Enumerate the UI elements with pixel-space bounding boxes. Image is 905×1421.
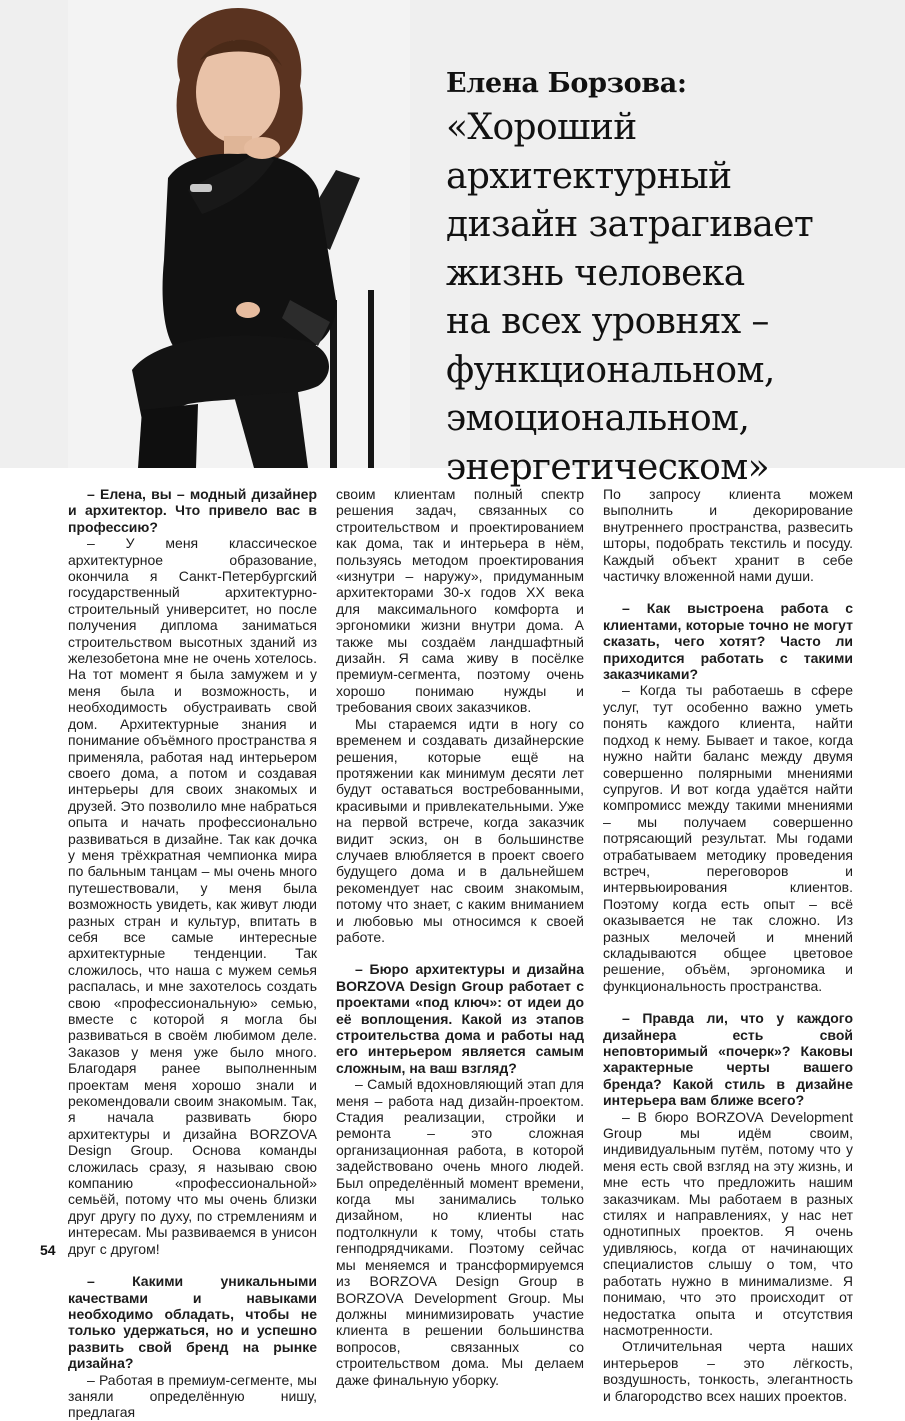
interview-question: – Елена, вы – модный дизайнер и архитектор. Что привело вас в профессию? [68,486,317,535]
interview-answer: своим клиентам полный спектр решения задач, связанных со строительством и проектированием как дома, так и интерьера в нём, пользуясь методом проектирования «изнутри – наружу», придуманным архитекторами 30-х годов XX века для максимального комфорта и эргономики жизни внутри дома. А также мы создаём ландшафтный дизайн. Я сама живу в посёлке премиум-сегмента, поэтому очень хорошо понимаю нужды и требования своих заказчиков. [336,486,584,716]
quote-line: энергетическом» [446,446,770,488]
quote-line: на всех уровнях – [446,301,769,342]
interview-answer: – Когда ты работаешь в сфере услуг, тут особенно важно уметь понять каждого клиента, найти подход к нему. Бывает и такое, когда нужно найти баланс между двумя совершенно полярными мнениями супругов. И вот когда удаётся найти компромисс между такими мнениями – мы получаем совершенно потрясающий результат. Мы годами отрабатываем методику проведения встреч, переговоров и интервьюирования клиентов. Поэтому когда есть опыт – всё оказывается не так сложно. Из разных мелочей и мнений складываются общее цветовое решение, объём, эргономика и функциональность пространства. [603,682,853,994]
page-number: 54 [40,1242,56,1258]
interview-answer: По запросу клиента можем выполнить и декорирование внутреннего пространства, развесить шторы, подобрать текстиль и посуду. Каждый объект хранит в себе частичку вложенной нами души. [603,486,853,585]
interview-answer: – У меня классическое архитектурное образование, окончила я Санкт-Петербургский государственный архитектурно-строительный университет, но после получения диплома заниматься строительством высотных зданий из железобетона мне не очень хотелось. На тот момент я была замужем и у меня была и возможность, и необходимость обустраивать свой дом. Архитектурные знания и понимание объёмного пространства я применяла, работая над интерьером своего дома, а потом и создавая интерьеры для своих знакомых и друзей. Это позволило мне набраться опыта и начать профессионально развиваться в дизайне. Так как дочка у меня трёхкратная чемпионка мира по бальным танцам – мы очень много путешествовали, у меня была возможность увидеть, как живут люди разных стран и культур, впитать в себя все самые интересные архитектурные тенденции. Так сложилось, что наша с мужем семья распалась, и мне захотелось создать свою «профессиональную» семью, вместе с которой я могла бы развиваться в своём любимом деле. Заказов у меня уже было много. Благодаря ранее выполненным проектам меня хорошо знали и рекомендовали своим знакомым. Так, я начала развивать бюро архитектуры и дизайна BORZOVA Design Group. Основа команды сложилась сразу, я называю свою компанию «профессиональной» семьёй, потому что мы очень близки друг другу по духу, по стремлениям и интересам. Мы развиваемся в унисон друг с другом! [68,535,317,1257]
quote-line: жизнь человека [446,252,745,294]
portrait-illustration [68,0,410,468]
quote-line: дизайн затрагивает [446,204,814,245]
hero-banner [0,0,905,488]
text-column-2 [336,486,584,1388]
interview-answer: – Работая в премиум-сегменте, мы заняли определённую нишу, предлагая [68,1371,317,1421]
interview-question: – Бюро архитектуры и дизайна BORZOVA Design Group работает с проектами «под ключ»: от идеи до её воплощения. Какой из этапов строительства дома и работы над его интерьером является самым сложным, на ваш взгляд? [336,961,584,1076]
text-column-3 [603,486,853,1404]
quote-line: «Хороший [446,107,637,148]
quote-line: функциональном, [446,349,775,391]
interview-question: – Правда ли, что у каждого дизайнера есть свой неповторимый «почерк»? Каковы характерные черты вашего бренда? Какой стиль в дизайне интерьера вам ближе всего? [603,1010,853,1109]
interview-question: – Какими уникальными качествами и навыками необходимо обладать, чтобы не только удержаться, но и успешно развить свой бренд на рынке дизайна? [68,1273,317,1372]
text-column-1 [68,486,317,1421]
portrait-photo [68,0,410,468]
interview-answer: – Самый вдохновляющий этап для меня – работа над дизайн-проектом. Стадия реализации, стройки и ремонта – это сложная организационная работа, в которой задействовано очень много людей. Был определённый момент времени, когда мы занимались только дизайном, но клиенты нас подтолкнули к тому, чтобы стать генподрядчиками. Поэтому сейчас мы меняемся и трансформируемся из BORZOVA Design Group в BORZOVA Development Group. Мы должны минимизировать участие клиента в решении большинства вопросов, связанных со строительством дома. Мы делаем даже финальную уборку. [336,1076,584,1388]
interview-answer: – В бюро BORZOVA Development Group мы идём своим, индивидуальным путём, потому что у меня есть свой взгляд на эту жизнь, и мне есть что предложить нашим заказчикам. Мы работаем в разных стилях и направлениях, у нас нет однотипных проектов. Я очень удивляюсь, когда от начинающих специалистов слышу о том, что работать нужно в минимализме. Я понимаю, что это происходит от недостатка опыта и отсутствия насмотренности. [603,1108,853,1338]
quote-line: эмоциональном, [446,398,750,439]
interview-answer: Отличительная черта наших интерьеров – это лёгкость, воздушность, тонкость, элегантность и благородство всех наших проектов. [603,1338,853,1404]
quote-line: архитектурный [446,155,732,197]
interviewee-name: Елена Борзова: [446,68,687,99]
headline-quote [446,104,886,492]
interview-answer: Мы стараемся идти в ногу со временем и создавать дизайнерские решения, которые ещё на протяжении как минимум десяти лет будут оставаться востребованными, красивыми и привлекательными. Уже на первой встрече, когда заказчик видит эскиз, он в большинстве случаев влюбляется в проект своего будущего дома и в дальнейшем рекомендует нас своим знакомым, потому что знает, с каким вниманием и любовью мы относимся к своей работе. [336,715,584,945]
interview-question: – Как выстроена работа с клиентами, которые точно не могут сказать, чего хотят? Часто ли приходится работать с такими заказчиками? [603,600,853,683]
